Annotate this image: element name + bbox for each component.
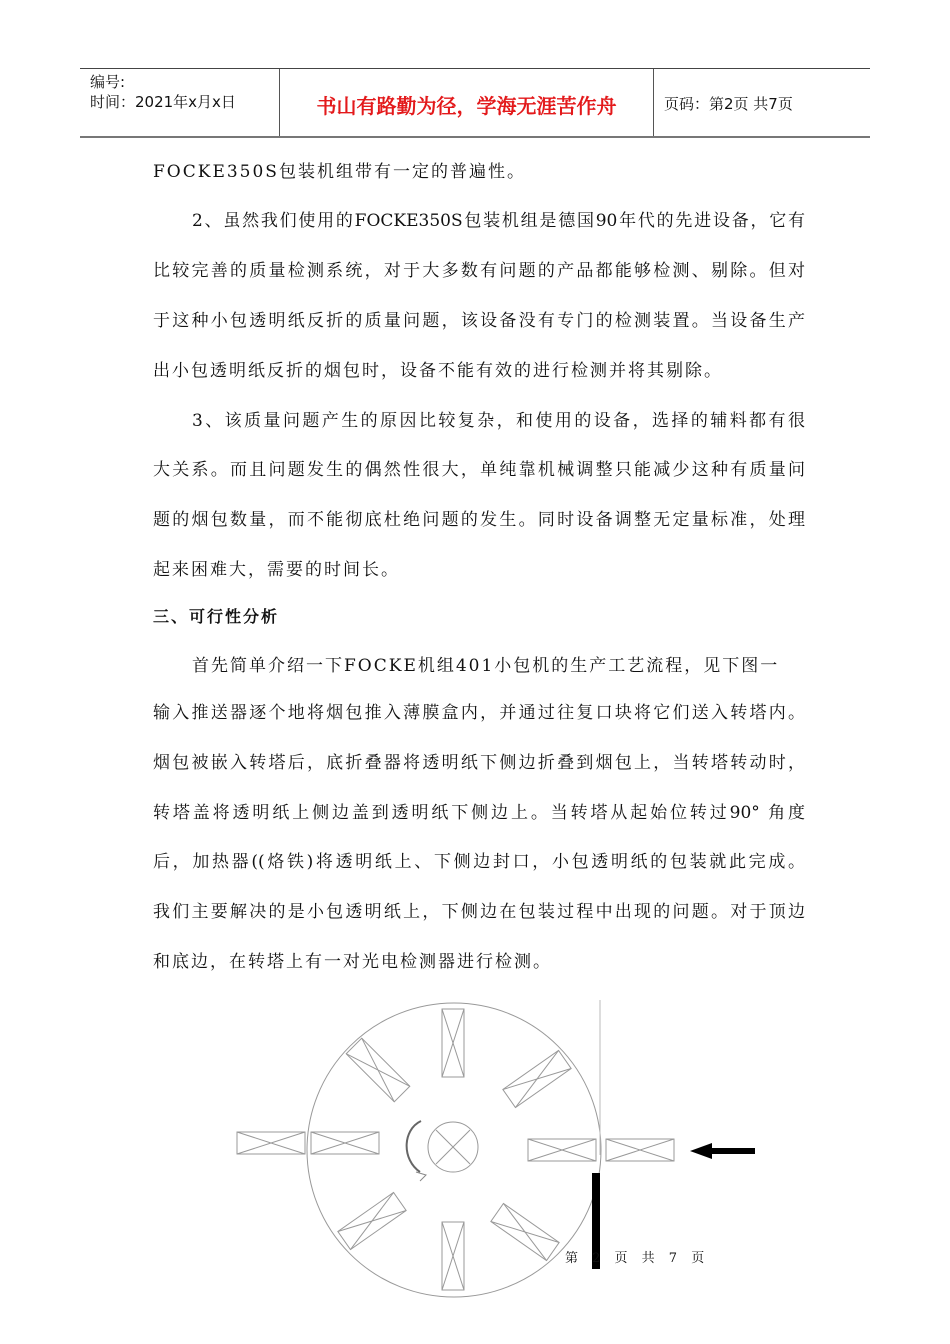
text-line: 比较完善的质量检测系统，对于大多数有问题的产品都能够检测、剔除。但对 <box>153 261 805 281</box>
text-line: 出小包透明纸反折的烟包时，设备不能有效的进行检测并将其剔除。 <box>153 361 723 381</box>
number-label: 编号: <box>90 73 126 91</box>
text-line: 后，加热器((烙铁)将透明纸上、下侧边封口，小包透明纸的包装就此完成。 <box>153 852 805 872</box>
motto: 书山有路勤为径，学海无涯苦作舟 <box>280 69 654 136</box>
text-line: FOCKE350S包装机组带有一定的普遍性。 <box>153 162 526 182</box>
pocket-bottom-right <box>491 1203 559 1260</box>
date-label: 时间：2021年x月x日 <box>90 93 236 111</box>
text-line: 和底边，在转塔上有一对光电检测器进行检测。 <box>153 952 552 972</box>
pocket-bottom-left <box>338 1192 406 1249</box>
text-line: 烟包被嵌入转塔后，底折叠器将透明纸下侧边折叠到烟包上，当转塔转动时， <box>153 753 805 773</box>
rotation-arrow-icon <box>407 1121 421 1172</box>
pocket-top <box>442 1009 464 1077</box>
text-line: 3、该质量问题产生的原因比较复杂，和使用的设备，选择的辅料都有很 <box>192 411 805 431</box>
text-line: 2、虽然我们使用的FOCKE350S包装机组是德国90年代的先进设备，它有 <box>192 211 805 231</box>
text-line: 输入推送器逐个地将烟包推入薄膜盒内，并通过往复口块将它们送入转塔内。 <box>153 703 805 723</box>
text-line: 我们主要解决的是小包透明纸上，下侧边在包装过程中出现的问题。对于顶边 <box>153 902 805 922</box>
pocket-top-left <box>346 1038 410 1102</box>
text-line: 于这种小包透明纸反折的质量问题，该设备没有专门的检测装置。当设备生产 <box>153 311 805 331</box>
text-line: 大关系。而且问题发生的偶然性很大，单纯靠机械调整只能减少这种有质量问 <box>153 460 805 480</box>
pocket-bottom <box>442 1222 464 1290</box>
pocket-right <box>528 1139 596 1161</box>
text-line: 首先简单介绍一下FOCKE机组401小包机的生产工艺流程，见下图一 <box>192 656 780 676</box>
text-line: 起来困难大，需要的时间长。 <box>153 560 400 580</box>
pocket-top-right <box>503 1050 571 1107</box>
page-footer: 第 2 页 共 7 页 <box>565 1251 710 1266</box>
page-number-label: 页码：第2页 共7页 <box>664 95 793 113</box>
pocket-incoming <box>606 1139 674 1161</box>
pocket-outside-left <box>237 1132 305 1154</box>
section-heading: 三、可行性分析 <box>153 607 280 626</box>
text-line: 题的烟包数量，而不能彻底杜绝问题的发生。同时设备调整无定量标准，处理 <box>153 510 805 530</box>
pocket-left <box>311 1132 379 1154</box>
arrow-left-icon <box>690 1143 755 1159</box>
text-line: 转塔盖将透明纸上侧边盖到透明纸下侧边上。当转塔从起始位转过90° 角度 <box>153 803 805 823</box>
